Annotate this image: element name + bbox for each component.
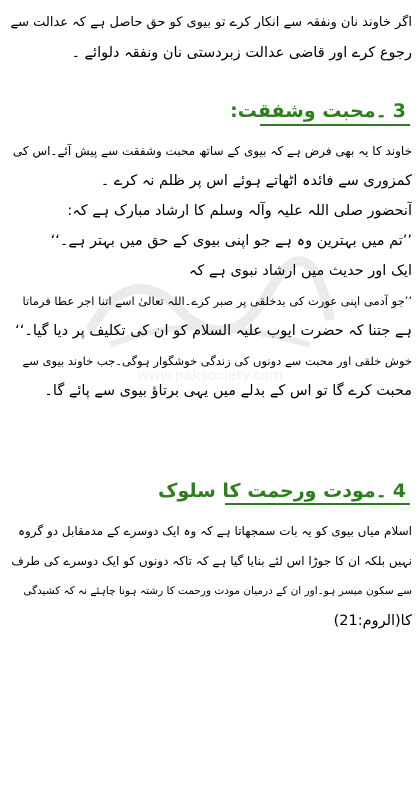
intro-line: رجوع کرے اور قاضی عدالت زبردستی نان ونفقہ دلوائے ۔ [71, 45, 412, 61]
section-4-line: سے سکون میسر ہو۔اور ان کے درمیان مودت ورحمت کا رشتہ ہونا چاہئے نہ کہ کشیدگی [23, 585, 412, 597]
watermark-url: www.paksociety.com [137, 368, 283, 384]
intro-paragraph [10, 8, 412, 68]
section-3-line: خوش خلقی اور محبت سے دونوں کی زندگی خوشگوار ہوگی۔جب خاوند بیوی سے [22, 354, 412, 368]
section-3-body [10, 136, 412, 406]
section-4-heading [158, 476, 406, 506]
section-3-line: ہے جتنا کہ حضرت ایوب علیہ السلام کو ان کی تکلیف پر دیا گیا۔‘‘ [15, 323, 412, 339]
section-3-title: ۔محبت وشفقت: [230, 100, 387, 122]
intro-line: اگر خاوند نان ونفقہ سے انکار کرے تو بیوی کو حق حاصل ہے کہ عدالت سے [10, 15, 412, 30]
section-3-line: کمزوری سے فائدہ اٹھاتے ہوئے اس پر ظلم نہ کرے ۔ [100, 173, 412, 189]
section-4-line: اسلام میاں بیوی کو یہ بات سمجھاتا ہے کہ وہ ایک دوسرے کے مدمقابل دو گروہ [17, 524, 412, 538]
section-3-line: آنحضور صلی اللہ علیہ وآلہ وسلم کا ارشاد مبارک ہے کہ: [67, 203, 412, 219]
section-3-underline [260, 124, 410, 126]
section-4-body [10, 516, 412, 636]
section-3-line: ’’جو آدمی اپنی عورت کی بدخلقی پر صبر کرے۔اللہ تعالیٰ اسے اتنا اجر عطا فرماتا [22, 294, 412, 308]
section-3-number: 3 [392, 100, 406, 122]
section-3-line: ’’تم میں بہترین وہ ہے جو اپنی بیوی کے حق میں بہتر ہے۔‘‘ [50, 233, 412, 249]
section-3-line: ایک اور حدیث میں ارشاد نبوی ہے کہ [188, 263, 412, 279]
section-3-heading [230, 96, 406, 126]
section-4-underline [225, 503, 410, 505]
section-4-line: کا(الروم:21) [333, 613, 412, 629]
section-4-line: نہیں بلکہ ان کا جوڑا اس لئے بنایا گیا ہے کہ تاکہ دونوں کو ایک دوسرے کی طرف [11, 554, 412, 568]
section-3-line: خاوند کا یہ بھی فرض ہے کہ بیوی کے ساتھ محبت وشفقت سے پیش آئے۔اس کی [12, 144, 412, 158]
section-4-number: 4 [392, 480, 406, 502]
section-3-line: محبت کرے گا تو اس کے بدلے میں یہی برتاؤ بیوی سے پائے گا۔ [44, 383, 412, 399]
section-4-title: ۔مودت ورحمت کا سلوک [157, 480, 387, 502]
